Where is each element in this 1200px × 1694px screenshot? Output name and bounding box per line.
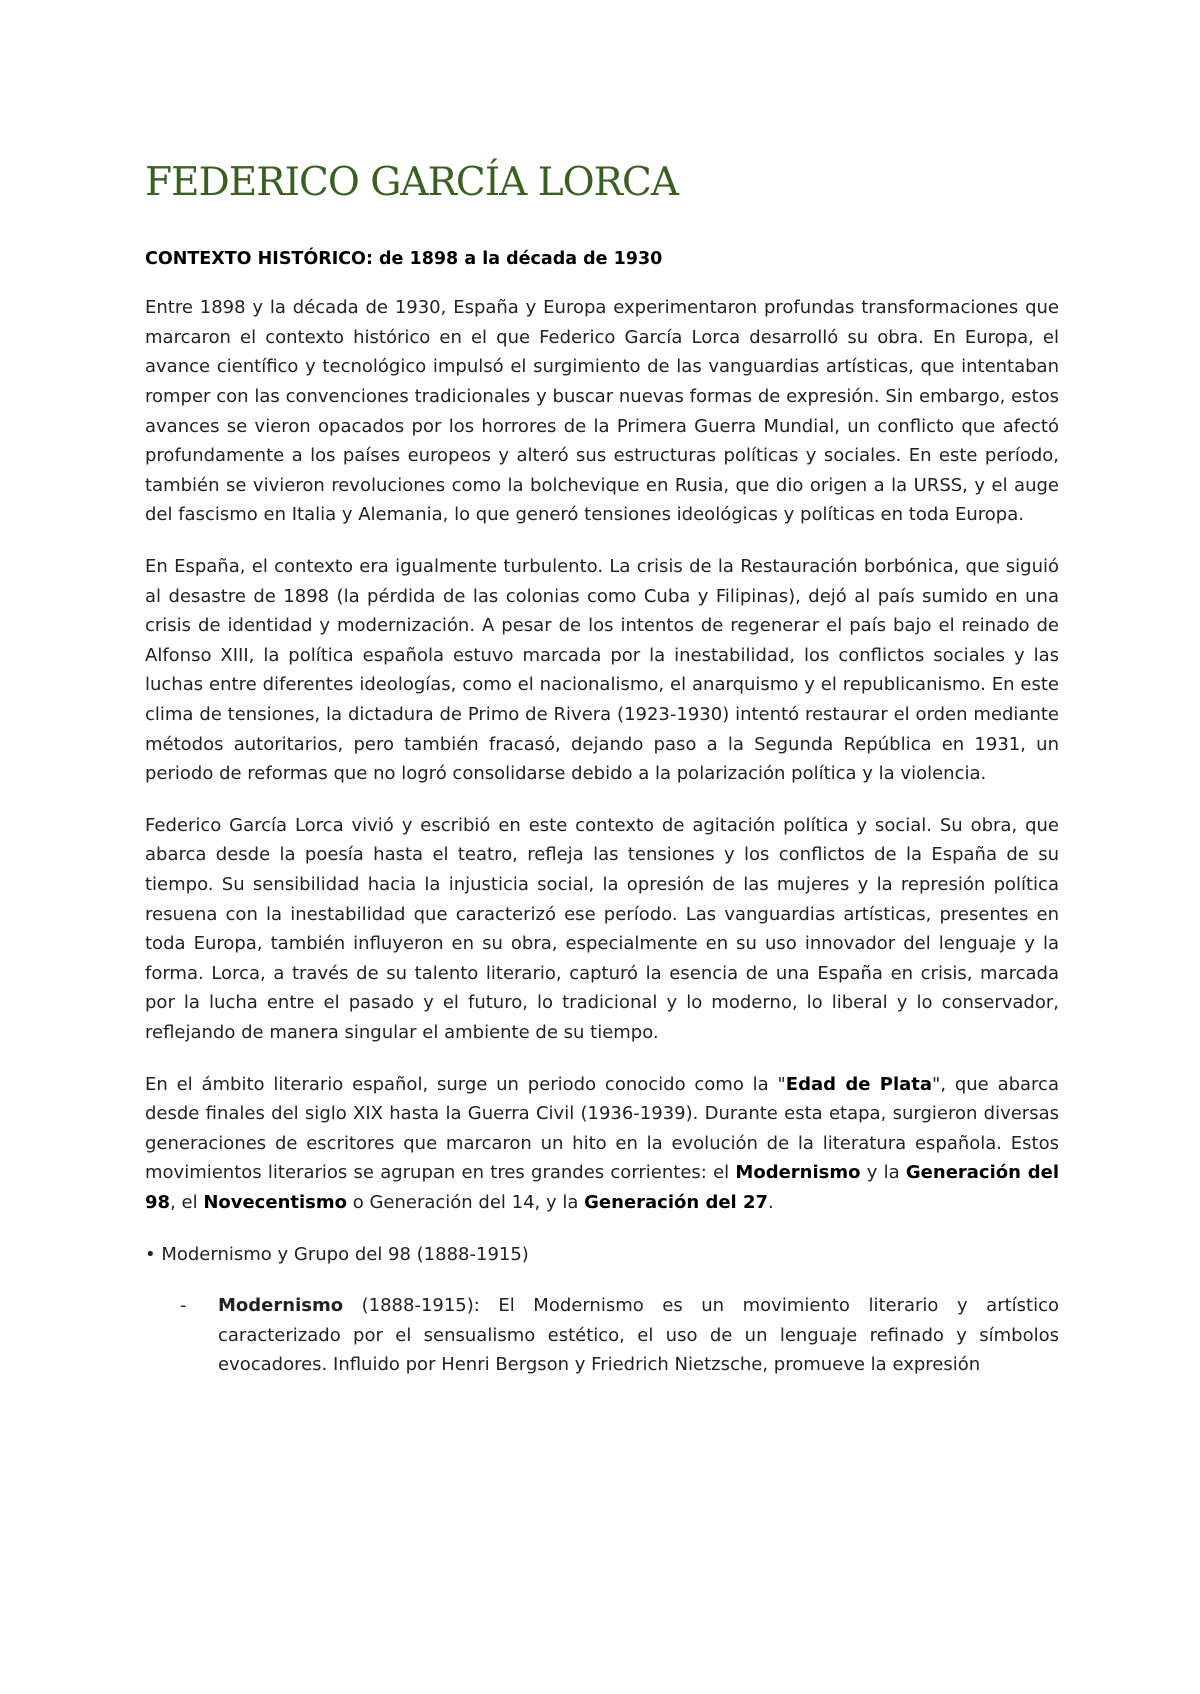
term-novecentismo: Novecentismo: [203, 1191, 347, 1213]
paragraph-3: Federico García Lorca vivió y escribió en este contexto de agitación política y social. Su obra, que abarca desde la poesía hasta el teatro, refleja las tensiones y los conflictos de la España de su tiempo. Su sensibilidad hacia la injusticia social, la opresión de las mujeres y la represión política resuena con la inestabilidad que caracterizó ese período. Las vanguardias artísticas, presentes en toda Europa, también influyeron en su obra, especialmente en su uso innovador del lenguaje y la forma. Lorca, a través de su talento literario, capturó la esencia de una España en crisis, marcada por la lucha entre el pasado y el futuro, lo tradicional y lo moderno, lo liberal y lo conservador, reflejando de manera singular el ambiente de su tiempo.: [145, 814, 1059, 1043]
text-run: (1888-1915): El Modernismo es un movimiento literario y artístico caracterizado por el sensualismo estético, el uso de un lenguaje refinado y símbolos evocadores. Influido por Henri Bergson y Friedrich Nietzsche, promueve la expresión: [218, 1295, 1059, 1376]
sub-list-item: [145, 1291, 1059, 1380]
text-run: .: [768, 1191, 774, 1213]
text-run: y la: [860, 1162, 906, 1184]
term-generacion-27: Generación del 27: [584, 1191, 769, 1213]
text-run: ", que abarca desde finales del siglo XIX hasta la Guerra Civil (1936-1939). Durante esta etapa, surgieron diversas generaciones de escritores que marcaron un hito en la evolución de la literatura española. Estos movimientos literarios se agrupan en tres grandes corrientes: el: [145, 1073, 1059, 1184]
section-heading: CONTEXTO HISTÓRICO: de 1898 a la década de 1930: [145, 248, 663, 269]
sub-list-item-text: [218, 1291, 1059, 1380]
term-edad-de-plata: Edad de Plata: [785, 1073, 933, 1095]
term-modernismo: Modernismo: [735, 1162, 861, 1184]
document-page: [145, 160, 1059, 1380]
text-run: o Generación del 14, y la: [347, 1191, 585, 1213]
bullet-item: • Modernismo y Grupo del 98 (1888-1915): [145, 1243, 529, 1265]
paragraph-2: En España, el contexto era igualmente turbulento. La crisis de la Restauración borbónica, que siguió al desastre de 1898 (la pérdida de las colonias como Cuba y Filipinas), dejó al país sumido en una crisis de identidad y modernización. A pesar de los intentos de regenerar el país bajo el reinado de Alfonso XIII, la política española estuvo marcada por la inestabilidad, los conflictos sociales y las luchas entre diferentes ideologías, como el nacionalismo, el anarquismo y el republicanismo. En este clima de tensiones, la dictadura de Primo de Rivera (1923-1930) intentó restaurar el orden mediante métodos autoritarios, pero también fracasó, dejando paso a la Segunda República en 1931, un periodo de reformas que no logró consolidarse debido a la polarización política y la violencia.: [145, 556, 1059, 785]
paragraph-1: Entre 1898 y la década de 1930, España y Europa experimentaron profundas transformaciones que marcaron el contexto histórico en el que Federico García Lorca desarrolló su obra. En Europa, el avance científico y tecnológico impulsó el surgimiento de las vanguardias artísticas, que intentaban romper con las convenciones tradicionales y buscar nuevas formas de expresión. Sin embargo, estos avances se vieron opacados por los horrores de la Primera Guerra Mundial, un conflicto que afectó profundamente a los países europeos y alteró sus estructuras políticas y sociales. En este período, también se vivieron revoluciones como la bolchevique en Rusia, que dio origen a la URSS, y el auge del fascismo en Italia y Alemania, lo que generó tensiones ideológicas y políticas en toda Europa.: [145, 297, 1059, 526]
dash-marker: -: [180, 1295, 187, 1317]
term-modernismo-heading: Modernismo: [218, 1295, 344, 1317]
document-title: FEDERICO GARCÍA LORCA: [145, 160, 678, 205]
paragraph-4: [145, 1070, 1059, 1218]
term-generacion-98: Generación del 98: [145, 1162, 1060, 1213]
text-run: , el: [170, 1191, 204, 1213]
text-run: En el ámbito literario español, surge un periodo conocido como la ": [145, 1073, 786, 1095]
